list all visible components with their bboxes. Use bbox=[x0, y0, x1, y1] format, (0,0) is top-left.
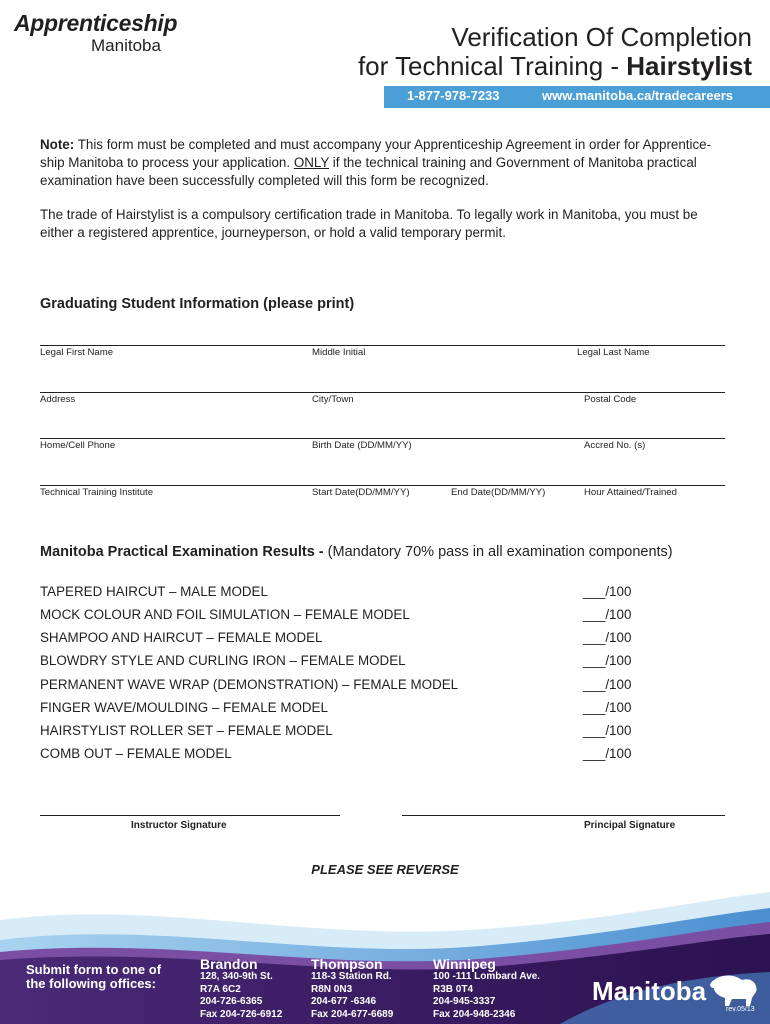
principal-signature-line[interactable] bbox=[402, 815, 725, 816]
middle-initial-label: Middle Initial bbox=[312, 347, 366, 358]
technical-training-institute-label: Technical Training Institute bbox=[40, 487, 154, 498]
instructor-signature-label: Instructor Signature bbox=[131, 820, 227, 831]
exam-item: SHAMPOO AND HAIRCUT – FEMALE MODEL bbox=[40, 630, 323, 645]
exam-item: TAPERED HAIRCUT – MALE MODEL bbox=[40, 584, 268, 599]
end-date-label: End Date(DD/MM/YY) bbox=[451, 487, 546, 498]
please-see-reverse: PLEASE SEE REVERSE bbox=[311, 862, 459, 877]
city-town-label: City/Town bbox=[312, 394, 354, 405]
form-title-line1: Verification Of Completion bbox=[451, 22, 752, 52]
contact-phone: 1-877-978-7233 bbox=[407, 88, 500, 103]
exam-item: HAIRSTYLIST ROLLER SET – FEMALE MODEL bbox=[40, 723, 333, 738]
exam-score-field[interactable]: ___/100 bbox=[583, 700, 632, 715]
office-winnipeg-details: 100 -111 Lombard Ave. R3B 0T4 204-945-3337 Fax 204-948-2346 bbox=[433, 971, 541, 1020]
svg-text:Manitoba: Manitoba bbox=[592, 976, 707, 1006]
exam-item: FINGER WAVE/MOULDING – FEMALE MODEL bbox=[40, 700, 328, 715]
exam-item: PERMANENT WAVE WRAP (DEMONSTRATION) – FEMALE MODEL bbox=[40, 677, 459, 692]
hours-attained-label: Hour Attained/Trained bbox=[584, 487, 677, 498]
birth-date-label: Birth Date (DD/MM/YY) bbox=[312, 440, 412, 451]
trade-name: Hairstylist bbox=[626, 51, 752, 81]
postal-code-label: Postal Code bbox=[584, 394, 637, 405]
note-paragraph: Note: This form must be completed and must accompany your Apprenticeship Agreement in order for Apprentice-ship Manitoba to process your application. ONLY if the technical training and Government of Manitoba practical examination have been successfully completed will this form be recognized. bbox=[40, 137, 712, 188]
apprenticeship-logo: Apprenticeship bbox=[14, 10, 178, 36]
exam-score-field[interactable]: ___/100 bbox=[583, 677, 632, 692]
address-label: Address bbox=[40, 394, 76, 405]
office-brandon-details: 128, 340-9th St. R7A 6C2 204-726-6365 Fax 204-726-6912 bbox=[200, 971, 283, 1020]
apprenticeship-logo-subtitle: Manitoba bbox=[91, 36, 161, 55]
legal-first-name-label: Legal First Name bbox=[40, 347, 114, 358]
exam-score-field[interactable]: ___/100 bbox=[583, 607, 632, 622]
exam-score-field[interactable]: ___/100 bbox=[583, 584, 632, 599]
office-winnipeg-name: Winnipeg bbox=[433, 956, 496, 972]
form-title-line2: for Technical Training - Hairstylist bbox=[357, 51, 752, 81]
exam-score-field[interactable]: ___/100 bbox=[583, 723, 632, 738]
training-row-line[interactable] bbox=[40, 485, 725, 486]
exam-score-field[interactable]: ___/100 bbox=[583, 746, 632, 761]
note-label: Note: bbox=[40, 137, 75, 152]
accred-no-label: Accred No. (s) bbox=[584, 440, 646, 451]
home-cell-phone-label: Home/Cell Phone bbox=[40, 440, 116, 451]
principal-signature-label: Principal Signature bbox=[584, 820, 676, 831]
trade-paragraph: The trade of Hairstylist is a compulsory certification trade in Manitoba. To legally work in Manitoba, you must be either a registered apprentice, journeyperson, or hold a valid temporary permit. bbox=[40, 207, 698, 240]
exam-item: BLOWDRY STYLE AND CURLING IRON – FEMALE MODEL bbox=[40, 653, 406, 668]
legal-last-name-label: Legal Last Name bbox=[577, 347, 650, 358]
exam-score-field[interactable]: ___/100 bbox=[583, 653, 632, 668]
phone-row-line[interactable] bbox=[40, 438, 725, 439]
exam-score-field[interactable]: ___/100 bbox=[583, 630, 632, 645]
instructor-signature-line[interactable] bbox=[40, 815, 340, 816]
name-row-line[interactable] bbox=[40, 345, 725, 346]
submit-instructions: Submit form to one of the following offices: bbox=[26, 962, 162, 991]
bison-icon bbox=[710, 976, 756, 1007]
contact-website: www.manitoba.ca/tradecareers bbox=[542, 88, 733, 103]
exam-item: MOCK COLOUR AND FOIL SIMULATION – FEMALE MODEL bbox=[40, 607, 410, 622]
address-row-line[interactable] bbox=[40, 392, 725, 393]
office-thompson-name: Thompson bbox=[311, 956, 383, 972]
note-only: ONLY bbox=[293, 155, 330, 170]
revision-code: rev.05/13 bbox=[726, 1006, 755, 1013]
office-thompson-details: 118-3 Station Rd. R8N 0N3 204-677 -6346 Fax 204-677-6689 bbox=[311, 971, 394, 1020]
start-date-label: Start Date(DD/MM/YY) bbox=[312, 487, 410, 498]
exam-item: COMB OUT – FEMALE MODEL bbox=[40, 746, 232, 761]
student-section-title: Graduating Student Information (please print) bbox=[40, 296, 355, 312]
manitoba-brand-logo bbox=[592, 972, 762, 1008]
office-brandon-name: Brandon bbox=[200, 956, 258, 972]
exam-section-title: Manitoba Practical Examination Results - (Mandatory 70% pass in all examination components) bbox=[40, 544, 673, 560]
